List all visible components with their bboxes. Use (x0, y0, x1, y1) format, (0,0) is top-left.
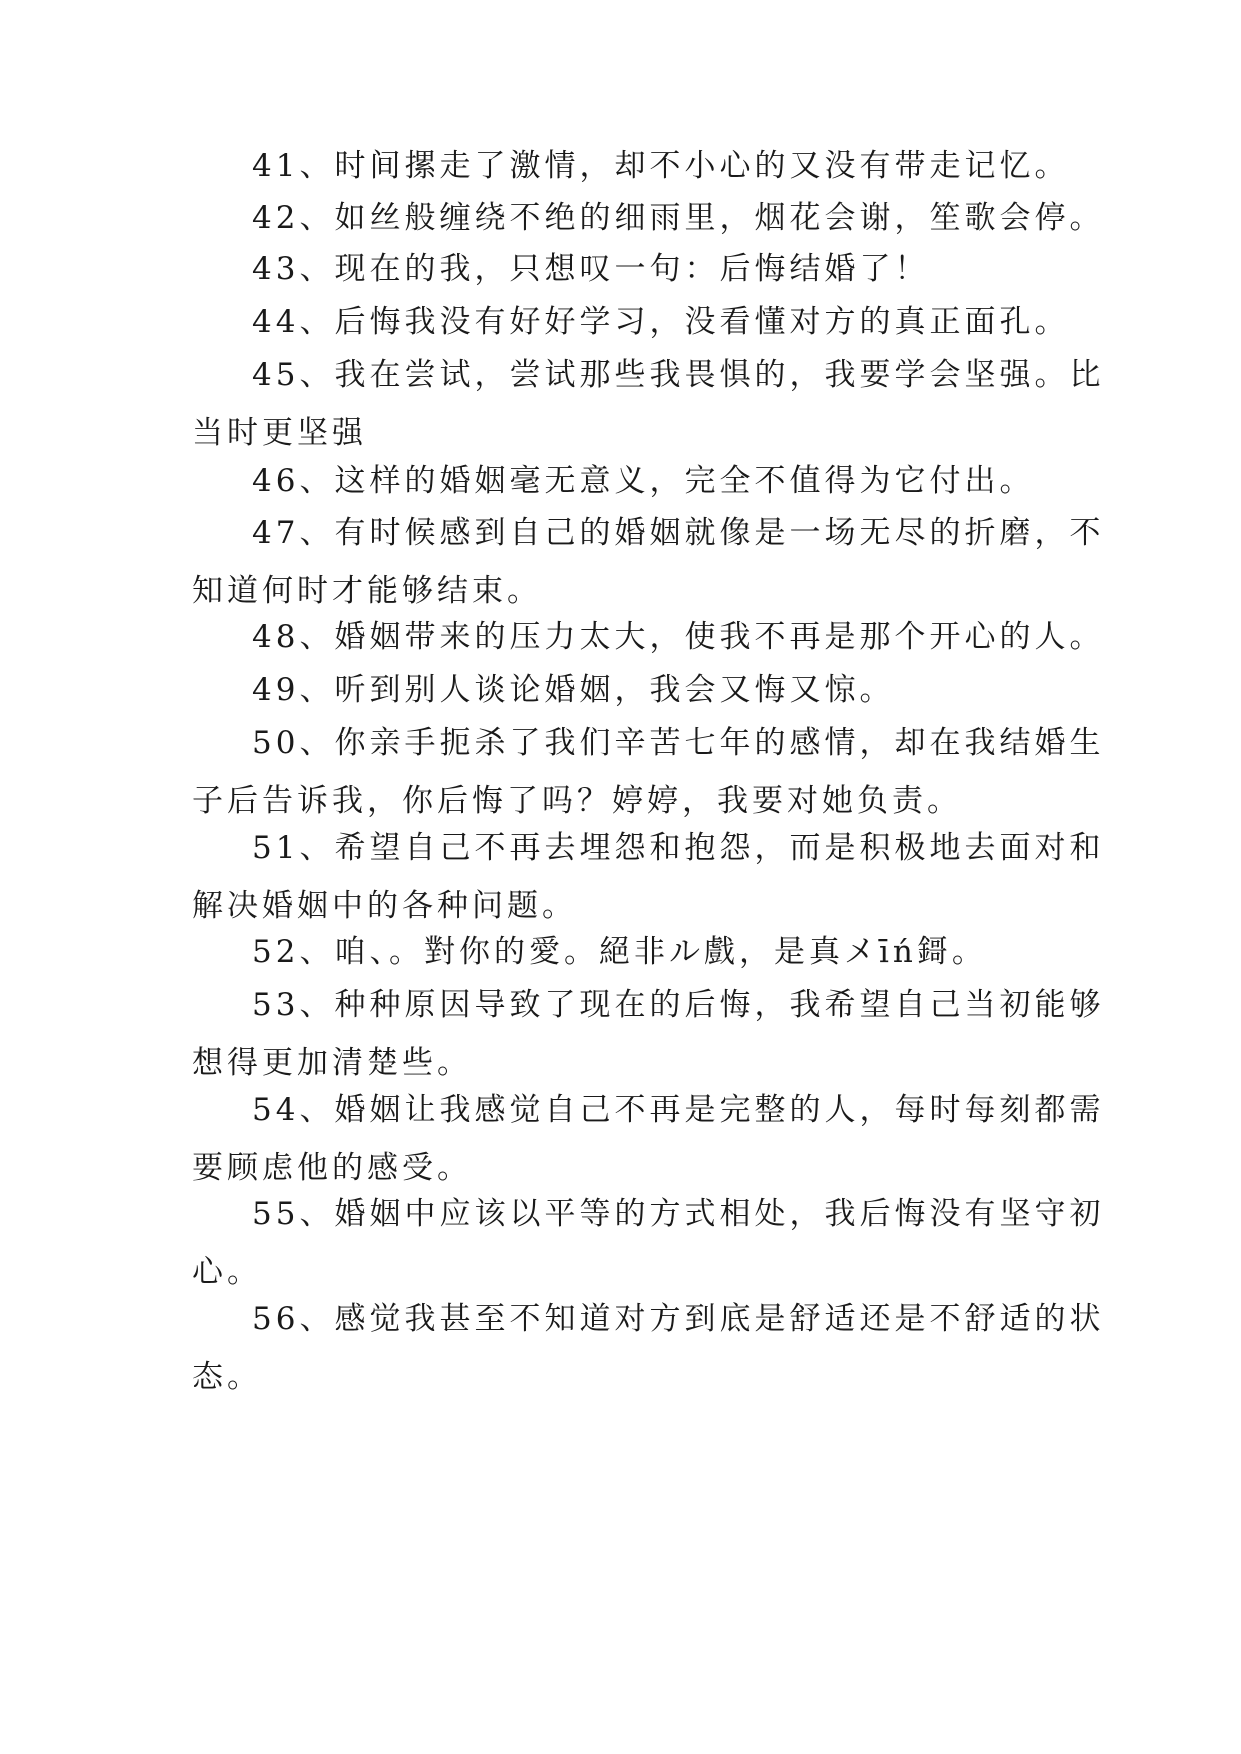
list-item-56 (192, 1290, 1105, 1406)
list-item-47 (192, 504, 1105, 620)
list-item-line: 想得更加清楚些。 (192, 1045, 472, 1081)
list-item-line: 要顾虑他的感受。 (192, 1150, 472, 1186)
list-item-51 (192, 819, 1105, 935)
list-item-line: 43、现在的我，只想叹一句：后悔结婚了！ (252, 251, 930, 287)
list-item-line: 解决婚姻中的各种问题。 (192, 888, 577, 924)
list-item-48 (192, 608, 1105, 666)
list-item-line: 50、你亲手扼杀了我们辛苦七年的感情，却在我结婚生 (252, 725, 1105, 761)
list-item-line: 51、希望自己不再去埋怨和抱怨，而是积极地去面对和 (252, 830, 1105, 866)
list-item-55 (192, 1185, 1105, 1301)
list-item-50 (192, 714, 1105, 830)
list-item-line: 48、婚姻带来的压力太大，使我不再是那个开心的人。 (252, 619, 1105, 655)
list-item-49 (192, 661, 1052, 719)
list-item-line: 56、感觉我甚至不知道对方到底是舒适还是不舒适的状 (252, 1301, 1105, 1337)
list-item-line: 44、后悔我没有好好学习，没看懂对方的真正面孔。 (252, 304, 1070, 340)
list-item-line: 54、婚姻让我感觉自己不再是完整的人，每时每刻都需 (252, 1092, 1105, 1128)
list-item-52 (192, 923, 1052, 981)
list-item-line: 心。 (192, 1254, 262, 1290)
list-item-41 (192, 137, 1070, 195)
list-item-44 (192, 293, 1070, 351)
list-item-line: 45、我在尝试，尝试那些我畏惧的，我要学会坚强。比 (252, 357, 1105, 393)
list-item-line: 当时更坚强 (192, 415, 367, 451)
list-item-line: 46、这样的婚姻毫无意义，完全不值得为它付出。 (252, 463, 1035, 499)
list-item-54 (192, 1081, 1105, 1197)
list-item-45 (192, 346, 1105, 462)
list-item-line: 49、听到别人谈论婚姻，我会又悔又惊。 (252, 672, 895, 708)
list-item-line: 42、如丝般缠绕不绝的细雨里，烟花会谢，笙歌会停。 (252, 200, 1105, 236)
list-item-43 (192, 240, 1052, 298)
list-item-line: 47、有时候感到自己的婚姻就像是一场无尽的折磨，不 (252, 515, 1105, 551)
list-item-line: 41、时间摞走了激情，却不小心的又没有带走记忆。 (252, 148, 1070, 184)
list-item-line: 53、种种原因导致了现在的后悔，我希望自己当初能够 (252, 987, 1105, 1023)
list-item-line: 态。 (192, 1359, 262, 1395)
list-item-line: 子后告诉我，你后悔了吗？婷婷，我要对她负责。 (192, 783, 962, 819)
list-item-42 (192, 189, 1105, 247)
list-item-line: 55、婚姻中应该以平等的方式相处，我后悔没有坚守初 (252, 1196, 1105, 1232)
list-item-line: 知道何时才能够结束。 (192, 573, 542, 609)
list-item-53 (192, 976, 1105, 1092)
list-item-line: 52、咱、。對你的愛。絕非ル戲，是真メīń鎶。 (252, 934, 987, 970)
list-item-46 (192, 452, 1052, 510)
